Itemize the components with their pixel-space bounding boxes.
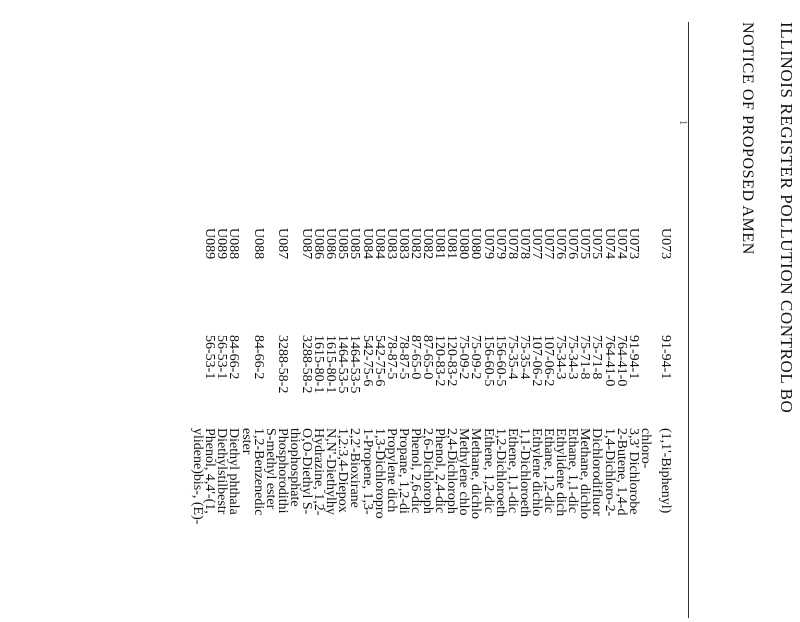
- cas-number: 764-41-0: [601, 335, 617, 387]
- substance-name: Phenol, 4,4'-(1,: [202, 428, 218, 514]
- waste-code: U079: [480, 228, 496, 260]
- waste-code: U084: [359, 228, 375, 260]
- table-row: [311, 0, 325, 618]
- waste-code: U085: [347, 228, 363, 260]
- substance-name: 1,3-Dichloropro: [371, 428, 387, 519]
- waste-code: U077: [529, 228, 544, 260]
- cas-number: 75-35-4: [516, 335, 532, 380]
- waste-code: U086: [323, 228, 339, 260]
- table-row: [360, 0, 374, 618]
- table-row: [505, 0, 519, 618]
- waste-code: U074: [601, 228, 617, 260]
- table-row: [384, 0, 398, 618]
- table-row: [553, 0, 567, 618]
- table-row: [348, 0, 362, 618]
- table-row: [517, 0, 531, 618]
- substance-name: 2-Butene, 1,4-d: [613, 428, 629, 516]
- waste-code: U079: [492, 228, 508, 260]
- substance-name: (1,1'-Biphenyl): [658, 428, 673, 514]
- cas-number: 87-65-0: [420, 335, 436, 380]
- waste-code: U087: [299, 228, 315, 260]
- table-row: [432, 0, 446, 618]
- table-row: [590, 0, 604, 618]
- waste-code: U078: [516, 228, 532, 260]
- substance-name: ester: [238, 428, 254, 455]
- cas-number: 75-71-8: [589, 335, 605, 380]
- cas-number: 107-06-2: [529, 335, 544, 387]
- waste-code: U089: [214, 228, 230, 260]
- table-row: [190, 0, 204, 618]
- waste-code: U080: [468, 228, 484, 260]
- substance-name: 1,2-Benzenedic: [250, 428, 266, 516]
- table-row: [408, 0, 422, 618]
- waste-code: U078: [504, 228, 520, 260]
- waste-code: U074: [613, 228, 629, 260]
- page-number: 1: [677, 120, 688, 125]
- table-row: [626, 0, 640, 618]
- waste-code: U081: [432, 228, 448, 260]
- waste-code: U083: [395, 228, 411, 260]
- substance-name: 3,3' Dichlorobe: [625, 428, 641, 515]
- substance-name: Methylene chlo: [456, 428, 472, 516]
- substance-name: Hydrazine, 1,2-: [311, 428, 327, 516]
- waste-code: U076: [565, 228, 581, 260]
- table-row: [275, 0, 289, 618]
- substance-name: Propylene dich: [383, 428, 399, 513]
- table-row: [577, 0, 591, 618]
- cas-number: 84-66-2: [226, 335, 242, 380]
- substance-name: 1,2-Dichloroeth: [492, 428, 508, 518]
- waste-code: U080: [456, 228, 472, 260]
- waste-code: U088: [226, 228, 242, 260]
- board-name: POLLUTION CONTROL BO: [777, 194, 796, 414]
- substance-name: Dichlorodifluor: [589, 428, 605, 516]
- table-row: [658, 0, 672, 618]
- cas-number: 120-83-2: [432, 335, 448, 387]
- substance-name: Phenol, 2,4-dic: [432, 428, 448, 514]
- substance-name: Diethyl phthala: [226, 428, 242, 515]
- cas-number: 56-53-1: [214, 335, 230, 380]
- substance-name: chloro-: [637, 428, 653, 469]
- cas-number: 91-94-1: [658, 335, 673, 380]
- substance-name: 1,1-Dichloroeth: [516, 428, 532, 518]
- table-row: [202, 0, 216, 618]
- cas-number: 3288-58-2: [299, 335, 315, 394]
- waste-code: U073: [658, 228, 673, 260]
- substance-name: Propane, 1,2-di: [395, 428, 411, 514]
- table-row: [541, 0, 555, 618]
- cas-number: 75-71-8: [577, 335, 593, 380]
- substance-name: Diethylstilbestr: [214, 428, 230, 515]
- cas-number: 3288-58-2: [274, 335, 290, 394]
- substance-name: 2,4-Dichloroph: [444, 428, 460, 514]
- table-row: [565, 0, 579, 618]
- table-row: [420, 0, 434, 618]
- cas-number: 78-87-5: [395, 335, 411, 380]
- table-row: [335, 0, 349, 618]
- register-title: ILLINOIS REGISTER: [777, 22, 796, 190]
- substance-name: Ethene, 1,1-dic: [504, 428, 520, 514]
- table-row: [614, 0, 628, 618]
- substance-name: 1-Propene, 1,3-: [359, 428, 375, 515]
- page-title: [778, 22, 795, 622]
- waste-code: U086: [311, 228, 327, 260]
- table-row: [469, 0, 483, 618]
- table-row: [481, 0, 495, 618]
- waste-code: U075: [577, 228, 593, 260]
- substance-name: 2,2'-Bioxirane: [347, 428, 363, 508]
- substance-name: thiophosphate: [287, 428, 302, 507]
- waste-code: U087: [274, 228, 290, 260]
- table-row: [493, 0, 507, 618]
- substance-name: Ethylidene dich: [553, 428, 569, 517]
- table-row: [638, 0, 652, 618]
- waste-code: U076: [553, 228, 569, 260]
- cas-number: 87-65-0: [408, 335, 423, 380]
- substance-name: 1,2:3,4-Diepox: [335, 428, 351, 513]
- table-row: [263, 0, 277, 618]
- cas-number: 75-35-4: [504, 335, 520, 380]
- substance-name: Ethane, 1,1-dic: [565, 428, 581, 514]
- substance-name: Ethane, 1,2-dic: [541, 428, 557, 514]
- table-row: [396, 0, 410, 618]
- substance-name: Methane, dichlo: [577, 428, 593, 519]
- cas-number: 75-09-2: [456, 335, 472, 380]
- cas-number: 1464-53-5: [347, 335, 363, 394]
- waste-code: U075: [589, 228, 605, 260]
- substance-name: Ethylene dichlo: [529, 428, 544, 517]
- table-row: [602, 0, 616, 618]
- cas-number: 56-53-1: [202, 335, 218, 380]
- waste-code: U082: [420, 228, 436, 260]
- cas-number: 542-75-6: [371, 335, 387, 387]
- header-rule: [688, 22, 689, 618]
- substance-name: Ethene, 1,2-dic: [480, 428, 496, 514]
- cas-number: 156-60-5: [480, 335, 496, 387]
- cas-number: 542-75-6: [359, 335, 375, 387]
- cas-number: 1615-80-1: [311, 335, 327, 394]
- table-row: [323, 0, 337, 618]
- cas-number: 75-09-2: [468, 335, 484, 380]
- waste-code: U082: [408, 228, 423, 260]
- waste-code: U077: [541, 228, 557, 260]
- waste-code: U084: [371, 228, 387, 260]
- table-row: [529, 0, 543, 618]
- substance-name: Methane, dichlo: [468, 428, 484, 519]
- substance-name: O,O-Diethyl S-: [299, 428, 315, 515]
- table-row: [299, 0, 313, 618]
- substance-name: Phenol, 2,6-dic: [408, 428, 423, 514]
- waste-code: U085: [335, 228, 351, 260]
- substance-name: Phosphorodithi: [274, 428, 290, 514]
- table-row: [251, 0, 265, 618]
- table-row: [456, 0, 470, 618]
- table-row: [214, 0, 228, 618]
- cas-number: 75-34-3: [553, 335, 569, 380]
- waste-code: U089: [202, 228, 218, 260]
- waste-code: U083: [383, 228, 399, 260]
- cas-number: 91-94-1: [625, 335, 641, 380]
- cas-number: 1615-80-1: [323, 335, 339, 394]
- table-row: [444, 0, 458, 618]
- table-row: [239, 0, 253, 618]
- cas-number: 120-83-2: [444, 335, 460, 387]
- cas-number: 107-06-2: [541, 335, 557, 387]
- substance-name: S-methyl ester: [262, 428, 278, 510]
- notice-subtitle: NOTICE OF PROPOSED AMEN: [739, 22, 756, 255]
- waste-code: U081: [444, 228, 460, 260]
- substance-name: N,N'-Diethylhy: [323, 428, 339, 515]
- cas-number: 156-60-5: [492, 335, 508, 387]
- table-row: [227, 0, 241, 618]
- substance-name: 2,6-Dichloroph: [420, 428, 436, 514]
- substance-name: 1,4-Dichloro-2-: [601, 428, 617, 517]
- cas-number: 84-66-2: [250, 335, 266, 380]
- waste-code: U088: [250, 228, 266, 260]
- table-row: [372, 0, 386, 618]
- cas-number: 78-87-5: [383, 335, 399, 380]
- substance-name: ylidene)bis-, (E)-: [190, 428, 206, 525]
- cas-number: 1464-53-5: [335, 335, 351, 394]
- cas-number: 764-41-0: [613, 335, 629, 387]
- cas-number: 75-34-3: [565, 335, 581, 380]
- table-row: [287, 0, 301, 618]
- waste-code: U073: [625, 228, 641, 260]
